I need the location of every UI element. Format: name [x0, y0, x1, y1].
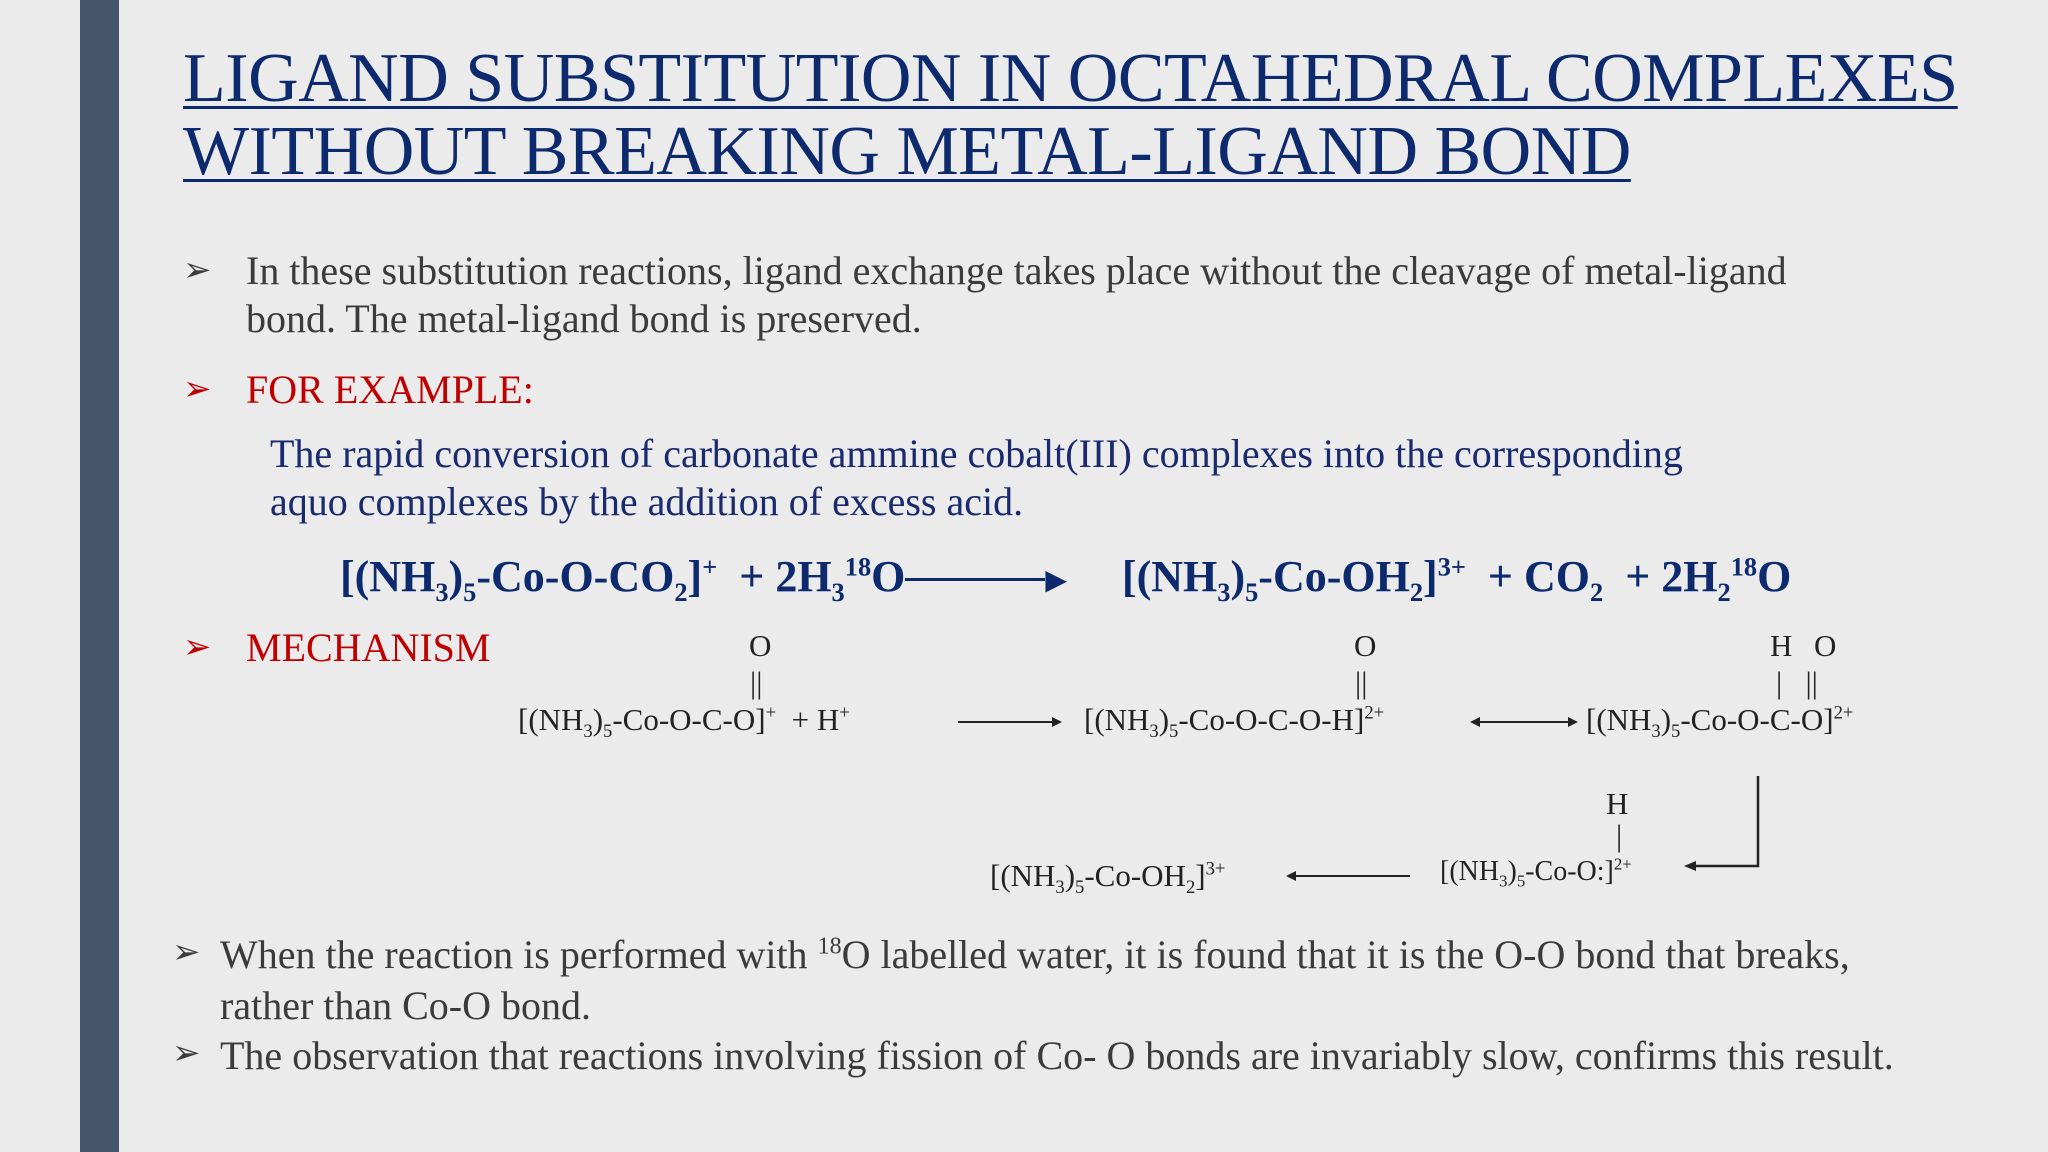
mechanism-step-3: $[(NH_3)_5-Co-O-C-O]^{2+}$ [1586, 702, 1854, 743]
bullet-arrow-icon: ➢ [183, 629, 212, 666]
conclusion-bullet-2: The observation that reactions involving fission of Co- O bonds are invariably slow, confirms this result. [220, 1033, 1894, 1078]
sidebar-accent-bar [80, 0, 119, 1152]
bullet-arrow-icon: ➢ [172, 1035, 201, 1072]
carbonyl-oxygen-label: O [1354, 628, 1377, 663]
mechanism-step-4: $[(NH_3)_5-Co-O:]^{2+}$ [1440, 854, 1632, 891]
carbonyl-oxygen-label: O [1814, 628, 1837, 663]
reaction-equation: $[(NH_3)_5-Co-O-CO_2]^+ + 2H_3^{18}O$ ▶ $[(NH_3)_5-Co-OH_2]^{3+} + CO_2 + 2H_2^{18}O$ [340, 551, 1792, 607]
mechanism-step-1: $[(NH_3)_5-Co-O-C-O]^+ + H^+$ [518, 702, 850, 743]
bullet-arrow-icon: ➢ [172, 934, 201, 971]
mechanism-step-2: $[(NH_3)_5-Co-O-C-O-H]^{2+}$ [1084, 702, 1385, 743]
mechanism-product: $[(NH_3)_5-Co-OH_2]^{3+}$ [990, 858, 1226, 899]
reaction-arrow-icon [1286, 866, 1410, 886]
conclusion-bullet-1: When the reaction is performed with $^{18}$O labelled water, it is found that it is the O-O bond that breaks, rather than Co-O bond. [220, 932, 1850, 1028]
mechanism-heading: MECHANISM [246, 625, 491, 670]
carbonyl-oxygen-label: O [749, 628, 772, 663]
bullet-arrow-icon: ➢ [183, 252, 212, 289]
reaction-arrow-icon [958, 712, 1062, 732]
down-left-arrow-icon [1680, 774, 1760, 874]
for-example-heading: FOR EXAMPLE: [246, 367, 534, 412]
bullet-intro: In these substitution reactions, ligand exchange takes place without the cleavage of metal-ligand bond. The metal-ligand bond is preserved. [246, 248, 1787, 341]
hydrogen-label: H [1770, 628, 1793, 663]
resonance-arrow-icon [1470, 712, 1578, 732]
slide-title: LIGAND SUBSTITUTION IN OCTAHEDRAL COMPLEXES WITHOUT BREAKING METAL-LIGAND BOND [183, 40, 1958, 190]
bullet-arrow-icon: ➢ [183, 371, 212, 408]
example-description: The rapid conversion of carbonate ammine cobalt(III) complexes into the corresponding aquo complexes by the addition of excess acid. [270, 431, 1683, 524]
hydrogen-label: H [1606, 786, 1629, 821]
